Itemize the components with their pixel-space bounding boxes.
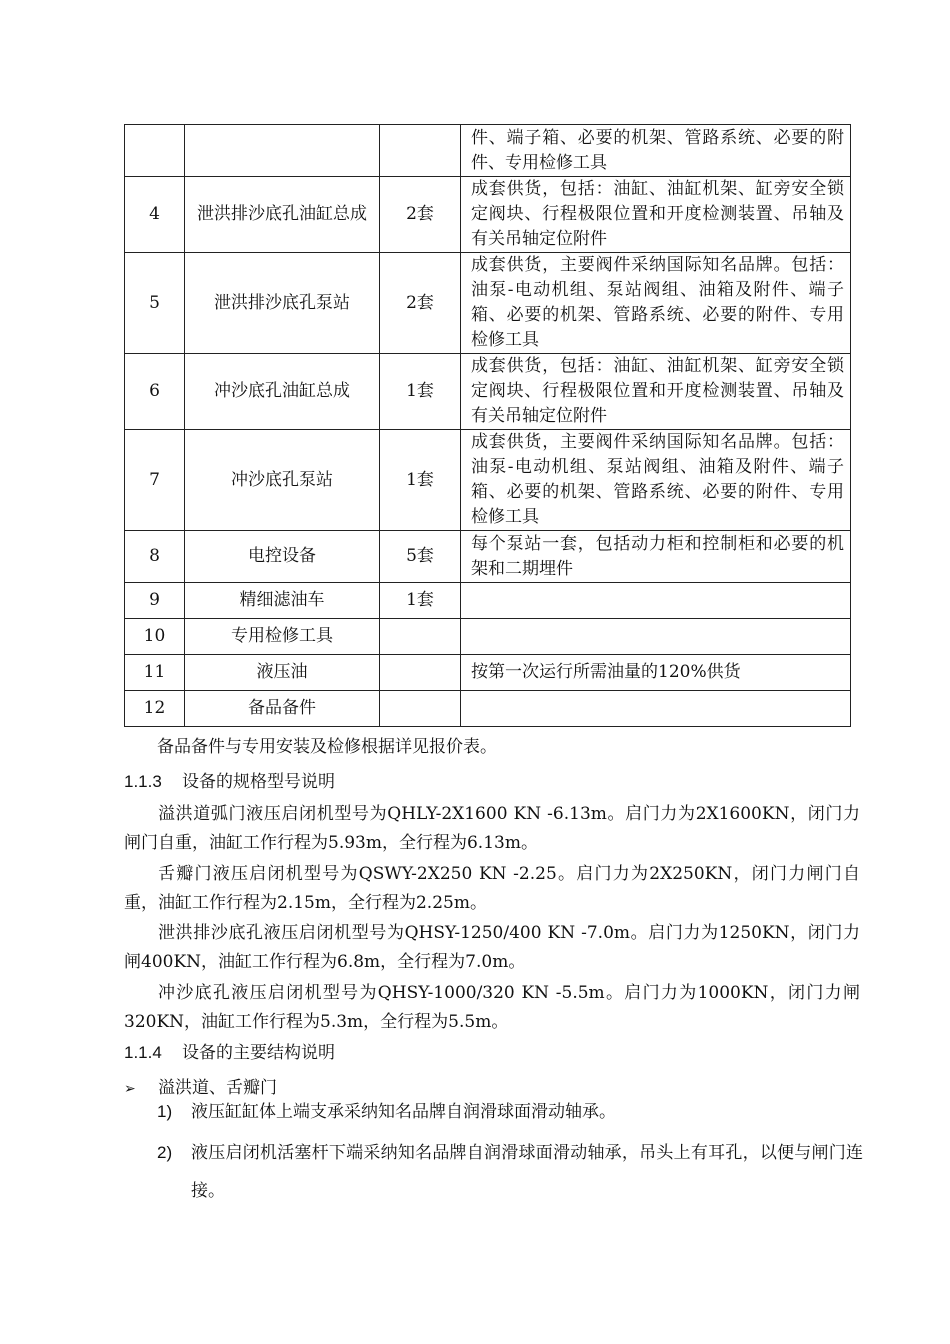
equipment-name: 泄洪排沙底孔泵站 xyxy=(185,253,380,354)
quantity: 1套 xyxy=(380,430,461,531)
row-number: 9 xyxy=(125,583,185,619)
paragraph-spillway-spec: 溢洪道弧门液压启闭机型号为QHLY-2X1600 KN -6.13m。启门力为2X1600KN，闭门力闸门自重，油缸工作行程为5.93m，全行程为6.13m。 xyxy=(124,804,860,853)
table-row xyxy=(125,125,851,177)
row-number: 10 xyxy=(125,619,185,655)
arrow-bullet-icon: ➢ xyxy=(124,1081,136,1097)
table-note: 备品备件与专用安装及检修根据详见报价表。 xyxy=(157,737,497,757)
table-row xyxy=(125,354,851,430)
list-text: 液压启闭机活塞杆下端采纳知名品牌自润滑球面滑动轴承，吊头上有耳孔，以便与闸门连接。 xyxy=(191,1143,863,1201)
quantity xyxy=(380,125,461,177)
equipment-name: 液压油 xyxy=(185,655,380,691)
quantity: 5套 xyxy=(380,531,461,583)
description xyxy=(461,583,851,619)
equipment-name: 冲沙底孔泵站 xyxy=(185,430,380,531)
row-number: 11 xyxy=(125,655,185,691)
table-row xyxy=(125,691,851,727)
paragraph-sand-flush-spec: 冲沙底孔液压启闭机型号为QHSY-1000/320 KN -5.5m。启门力为1000KN，闭门力闸320KN，油缸工作行程为5.3m，全行程为5.5m。 xyxy=(124,983,860,1032)
description: 成套供货，主要阀件采纳国际知名品牌。包括：油泵-电动机组、泵站阀组、油箱及附件、端子箱、必要的机架、管路系统、必要的附件、专用检修工具 xyxy=(461,430,851,531)
equipment-name: 冲沙底孔油缸总成 xyxy=(185,354,380,430)
list-number: 1) xyxy=(157,1102,173,1121)
section-heading-1-1-3 xyxy=(124,769,335,795)
description: 按第一次运行所需油量的120%供货 xyxy=(461,655,851,691)
description: 每个泵站一套，包括动力柜和控制柜和必要的机架和二期埋件 xyxy=(461,531,851,583)
quantity xyxy=(380,655,461,691)
equipment-name xyxy=(185,125,380,177)
description xyxy=(461,619,851,655)
description: 成套供货，包括：油缸、油缸机架、缸旁安全锁定阀块、行程极限位置和开度检测装置、吊轴及有关吊轴定位附件 xyxy=(461,177,851,253)
quantity: 1套 xyxy=(380,354,461,430)
list-item xyxy=(157,1134,863,1210)
quantity xyxy=(380,691,461,727)
paragraph-flap-gate-spec: 舌瓣门液压启闭机型号为QSWY-2X250 KN -2.25。启门力为2X250KN，闭门力闸门自重，油缸工作行程为2.15m，全行程为2.25m。 xyxy=(124,864,860,913)
equipment-name: 专用检修工具 xyxy=(185,619,380,655)
table-row xyxy=(125,430,851,531)
row-number xyxy=(125,125,185,177)
quantity: 1套 xyxy=(380,583,461,619)
table-row xyxy=(125,531,851,583)
row-number: 5 xyxy=(125,253,185,354)
table-row xyxy=(125,655,851,691)
row-number: 7 xyxy=(125,430,185,531)
equipment-name: 电控设备 xyxy=(185,531,380,583)
equipment-name: 泄洪排沙底孔油缸总成 xyxy=(185,177,380,253)
list-text: 液压缸缸体上端支承采纳知名品牌自润滑球面滑动轴承。 xyxy=(191,1102,616,1122)
section-title: 设备的主要结构说明 xyxy=(182,1043,335,1062)
bullet-text: 溢洪道、舌瓣门 xyxy=(158,1078,277,1098)
table-row xyxy=(125,177,851,253)
section-heading-1-1-4 xyxy=(124,1040,335,1066)
equipment-table xyxy=(124,124,851,727)
table-row xyxy=(125,583,851,619)
section-number: 1.1.4 xyxy=(124,1043,162,1062)
section-title: 设备的规格型号说明 xyxy=(182,772,335,791)
quantity xyxy=(380,619,461,655)
list-number: 2) xyxy=(157,1143,173,1162)
row-number: 6 xyxy=(125,354,185,430)
row-number: 12 xyxy=(125,691,185,727)
row-number: 4 xyxy=(125,177,185,253)
quantity: 2套 xyxy=(380,177,461,253)
row-number: 8 xyxy=(125,531,185,583)
description: 成套供货，包括：油缸、油缸机架、缸旁安全锁定阀块、行程极限位置和开度检测装置、吊轴及有关吊轴定位附件 xyxy=(461,354,851,430)
table-row xyxy=(125,253,851,354)
table-row xyxy=(125,619,851,655)
description xyxy=(461,691,851,727)
description: 成套供货，主要阀件采纳国际知名品牌。包括：油泵-电动机组、泵站阀组、油箱及附件、端子箱、必要的机架、管路系统、必要的附件、专用检修工具 xyxy=(461,253,851,354)
equipment-name: 精细滤油车 xyxy=(185,583,380,619)
bullet-item xyxy=(124,1075,277,1102)
paragraph-flood-sluice-spec: 泄洪排沙底孔液压启闭机型号为QHSY-1250/400 KN -7.0m。启门力为1250KN，闭门力闸400KN，油缸工作行程为6.8m，全行程为7.0m。 xyxy=(124,923,860,972)
equipment-name: 备品备件 xyxy=(185,691,380,727)
list-item xyxy=(157,1099,863,1125)
section-number: 1.1.3 xyxy=(124,772,162,791)
description: 件、端子箱、必要的机架、管路系统、必要的附件、专用检修工具 xyxy=(461,125,851,177)
quantity: 2套 xyxy=(380,253,461,354)
